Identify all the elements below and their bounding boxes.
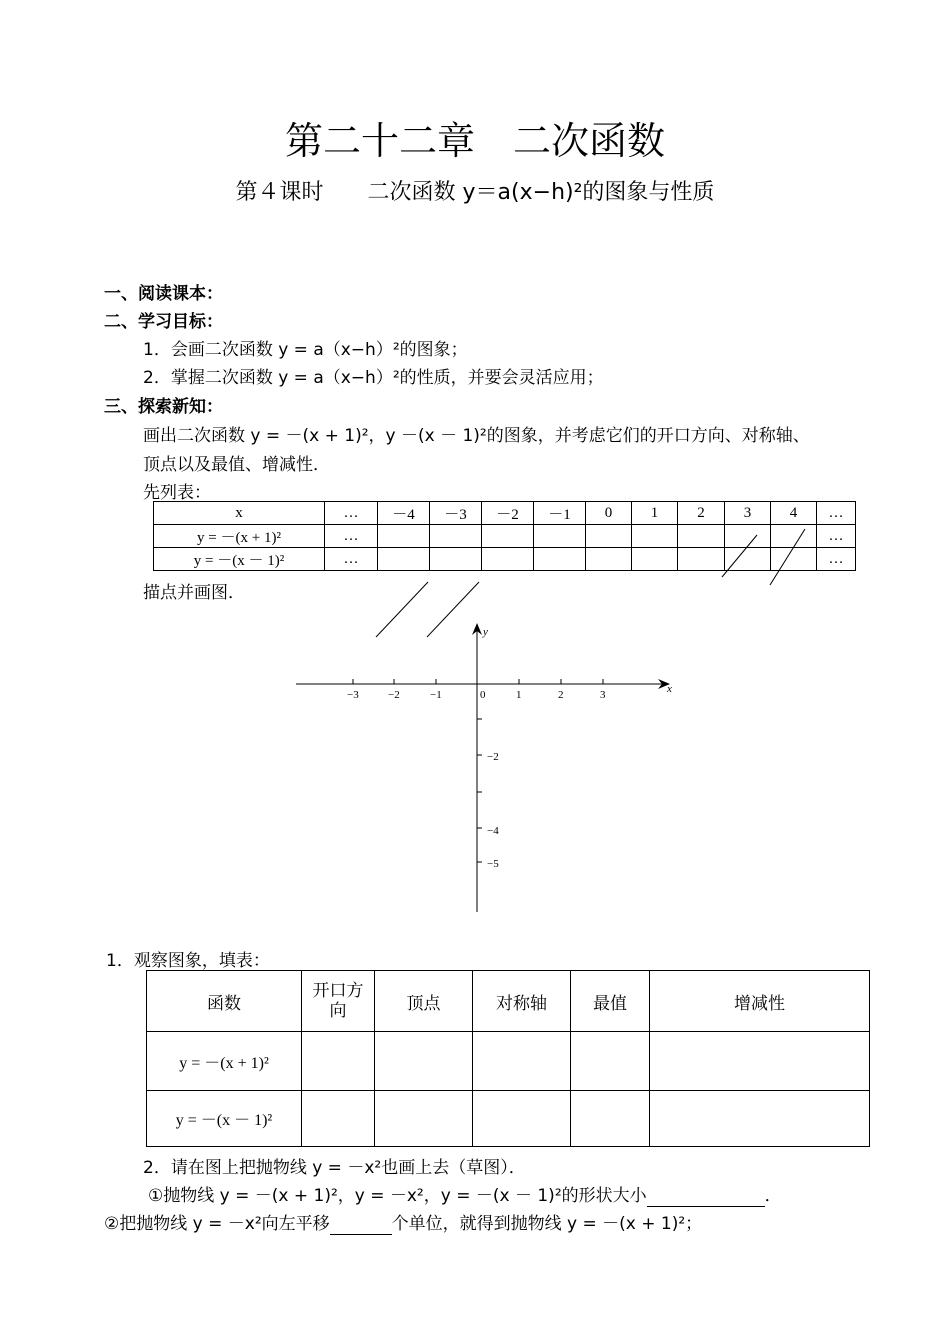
table-header-cell: 开口方向 bbox=[302, 971, 375, 1032]
table-header-cell: 0 bbox=[586, 502, 632, 525]
table-header-cell: 顶点 bbox=[375, 971, 473, 1032]
table-header-cell: －1 bbox=[534, 502, 586, 525]
table-header-cell: 1 bbox=[632, 502, 678, 525]
lesson-subtitle: 第４课时 二次函数 y＝a(x−h)²的图象与性质 bbox=[235, 180, 715, 205]
y-axis-label: y bbox=[483, 626, 488, 638]
x-tick-label: −2 bbox=[388, 689, 400, 701]
table-cell: … bbox=[817, 548, 856, 571]
list-label: 先列表： bbox=[143, 483, 211, 503]
table-header-cell: 4 bbox=[771, 502, 817, 525]
row-label: y = －(x + 1)² bbox=[147, 1032, 302, 1091]
q2-item2-text-a: ②把抛物线 y = －x²向左平移 bbox=[104, 1214, 330, 1234]
x-tick-label: 3 bbox=[600, 689, 606, 701]
table-header-cell: 最值 bbox=[571, 971, 650, 1032]
x-tick-label: 2 bbox=[558, 689, 564, 701]
table-header-cell: －4 bbox=[378, 502, 430, 525]
x-axis-label: x bbox=[667, 683, 672, 695]
explore-line-1: 画出二次函数 y = －(x + 1)²，y －(x － 1)²的图象，并考虑它们的开口方向、对称轴、 bbox=[143, 426, 810, 446]
plot-label: 描点并画图． bbox=[143, 583, 245, 603]
properties-table bbox=[146, 970, 870, 1147]
y-tick-label: −4 bbox=[487, 825, 499, 837]
explore-line-2: 顶点以及最值、增减性． bbox=[143, 455, 330, 475]
question-1: 1．观察图象，填表： bbox=[106, 951, 270, 971]
x-tick-label: −1 bbox=[430, 689, 442, 701]
table-cell: … bbox=[817, 525, 856, 548]
row-label: y = －(x － 1)² bbox=[154, 548, 325, 571]
q2-item2-text-b: 个单位，就得到抛物线 y = －(x + 1)²； bbox=[391, 1214, 703, 1234]
table-header-cell: －3 bbox=[430, 502, 482, 525]
x-tick-label: 0 bbox=[480, 689, 486, 701]
q2-item1-text: ①抛物线 y = －(x + 1)²，y = －x²，y = －(x － 1)²的形状大小 bbox=[148, 1186, 647, 1206]
goal-1: 1．会画二次函数 y = a（x−h）²的图象； bbox=[143, 340, 468, 360]
goal-2: 2．掌握二次函数 y = a（x−h）²的性质，并要会灵活应用； bbox=[143, 368, 604, 388]
x-tick-label: −3 bbox=[347, 689, 359, 701]
table-row bbox=[147, 1091, 870, 1147]
stray-stroke bbox=[770, 529, 805, 585]
question-2: 2．请在图上把抛物线 y = －x²也画上去（草图）． bbox=[143, 1158, 526, 1178]
table-header-cell: －2 bbox=[482, 502, 534, 525]
y-tick-label: −5 bbox=[487, 858, 499, 870]
question-2-item-2 bbox=[104, 1209, 702, 1235]
table-header-cell: 对称轴 bbox=[473, 971, 571, 1032]
section-goals: 二、学习目标： bbox=[104, 312, 223, 332]
x-tick-label: 1 bbox=[516, 689, 522, 701]
question-2-item-1 bbox=[148, 1181, 782, 1207]
y-tick-label: −2 bbox=[487, 751, 499, 763]
table-cell: … bbox=[325, 548, 378, 571]
page-title: 第二十二章 二次函数 bbox=[284, 119, 665, 163]
row-label: y = －(x + 1)² bbox=[154, 525, 325, 548]
table-header-cell: … bbox=[325, 502, 378, 525]
coordinate-graph bbox=[290, 615, 690, 915]
table-header-cell: 函数 bbox=[147, 971, 302, 1032]
table-header-cell: x bbox=[154, 502, 325, 525]
table-header-cell: 3 bbox=[725, 502, 771, 525]
table-header-cell: 增减性 bbox=[650, 971, 870, 1032]
answer-blank[interactable] bbox=[330, 1214, 392, 1235]
table-header-cell: … bbox=[817, 502, 856, 525]
q2-item1-end: ． bbox=[764, 1186, 782, 1206]
row-label: y = －(x － 1)² bbox=[147, 1091, 302, 1147]
table-row bbox=[147, 971, 870, 1032]
answer-blank[interactable] bbox=[647, 1186, 765, 1207]
table-cell: … bbox=[325, 525, 378, 548]
stray-stroke bbox=[722, 535, 757, 577]
table-header-cell: 2 bbox=[678, 502, 725, 525]
table-row bbox=[147, 1032, 870, 1091]
section-read: 一、阅读课本： bbox=[104, 284, 223, 304]
section-explore: 三、探索新知： bbox=[104, 397, 223, 417]
